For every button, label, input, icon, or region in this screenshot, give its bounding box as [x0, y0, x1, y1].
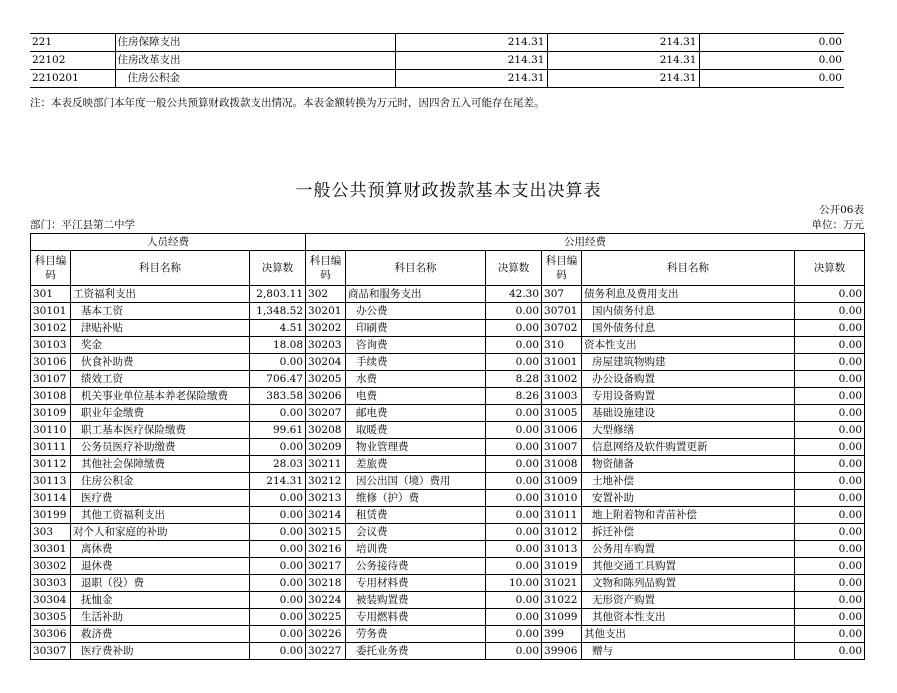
- table-row: [31, 609, 865, 626]
- personnel-amount: 28.03: [250, 456, 306, 473]
- public-code: 30702: [542, 320, 582, 337]
- department-label: 部门：平江县第二中学: [30, 219, 135, 231]
- public-amount: 0.00: [795, 609, 865, 626]
- public-group-header: 公用经费: [306, 234, 865, 251]
- public-amount: 0.00: [486, 303, 542, 320]
- public-amount: 0.00: [795, 422, 865, 439]
- table-row: [31, 456, 865, 473]
- public-name: 其他支出: [582, 626, 795, 643]
- code-header: 科目编码: [542, 251, 582, 286]
- public-name: 租赁费: [346, 507, 486, 524]
- personnel-amount: 2,803.11: [250, 286, 306, 303]
- public-amount: 0.00: [795, 303, 865, 320]
- public-name: 专用设备购置: [582, 388, 795, 405]
- public-name: 文物和陈列品购置: [582, 575, 795, 592]
- subject-name: 住房保障支出: [115, 34, 395, 52]
- public-amount: 8.28: [486, 371, 542, 388]
- public-amount: 0.00: [795, 354, 865, 371]
- personnel-name: 其他社会保障缴费: [71, 456, 250, 473]
- public-name: 无形资产购置: [582, 592, 795, 609]
- personnel-code: 30114: [31, 490, 71, 507]
- public-name: 取暖费: [346, 422, 486, 439]
- table-row: [31, 303, 865, 320]
- public-code: 31006: [542, 422, 582, 439]
- public-name: 维修（护）费: [346, 490, 486, 507]
- public-code: 307: [542, 286, 582, 303]
- table-row: [31, 405, 865, 422]
- personnel-amount: 0.00: [250, 626, 306, 643]
- table-row: [31, 524, 865, 541]
- public-code: 30202: [306, 320, 346, 337]
- personnel-name: 伙食补助费: [71, 354, 250, 371]
- public-name: 公务接待费: [346, 558, 486, 575]
- personnel-name: 医疗费补助: [71, 643, 250, 660]
- public-amount: 42.30: [486, 286, 542, 303]
- page-title: 一般公共预算财政拨款基本支出决算表: [295, 181, 602, 201]
- personnel-code: 30304: [31, 592, 71, 609]
- public-code: 30213: [306, 490, 346, 507]
- public-amount: 0.00: [795, 337, 865, 354]
- public-amount: 0.00: [795, 643, 865, 660]
- public-amount: 0.00: [795, 592, 865, 609]
- expenditure-table-body: [31, 286, 865, 660]
- public-amount: 0.00: [795, 626, 865, 643]
- public-name: 被装购置费: [346, 592, 486, 609]
- public-amount: 0.00: [795, 490, 865, 507]
- personnel-amount: 0.00: [250, 507, 306, 524]
- table-row: [31, 490, 865, 507]
- personnel-amount: 0.00: [250, 439, 306, 456]
- amount-cell: 0.00: [699, 34, 844, 52]
- personnel-amount: 383.58: [250, 388, 306, 405]
- public-code: 31099: [542, 609, 582, 626]
- personnel-name: 职业年金缴费: [71, 405, 250, 422]
- public-amount: 0.00: [795, 320, 865, 337]
- personnel-name: 津贴补贴: [71, 320, 250, 337]
- group-header-row: [31, 234, 865, 251]
- public-amount: 8.26: [486, 388, 542, 405]
- public-amount: 0.00: [486, 626, 542, 643]
- personnel-code: 303: [31, 524, 71, 541]
- public-name: 拆迁补偿: [582, 524, 795, 541]
- personnel-amount: 214.31: [250, 473, 306, 490]
- personnel-code: 30107: [31, 371, 71, 388]
- public-name: 土地补偿: [582, 473, 795, 490]
- public-amount: 0.00: [795, 439, 865, 456]
- public-code: 31001: [542, 354, 582, 371]
- public-amount: 0.00: [486, 439, 542, 456]
- table-row: [30, 70, 844, 88]
- subject-name: 住房改革支出: [115, 52, 395, 70]
- public-amount: 0.00: [486, 320, 542, 337]
- personnel-amount: 99.61: [250, 422, 306, 439]
- table-row: [31, 643, 865, 660]
- public-code: 30211: [306, 456, 346, 473]
- public-code: 31011: [542, 507, 582, 524]
- amount-header: 决算数: [795, 251, 865, 286]
- personnel-amount: 0.00: [250, 592, 306, 609]
- form-number: 公开06表: [819, 204, 864, 216]
- personnel-amount: 1,348.52: [250, 303, 306, 320]
- public-name: 电费: [346, 388, 486, 405]
- amount-cell: 0.00: [699, 52, 844, 70]
- public-amount: 0.00: [486, 541, 542, 558]
- public-name: 水费: [346, 371, 486, 388]
- personnel-code: 30199: [31, 507, 71, 524]
- public-code: 30217: [306, 558, 346, 575]
- table-row: [31, 592, 865, 609]
- public-code: 30225: [306, 609, 346, 626]
- personnel-name: 生活补助: [71, 609, 250, 626]
- table-row: [31, 354, 865, 371]
- personnel-name: 对个人和家庭的补助: [71, 524, 250, 541]
- public-amount: 0.00: [795, 388, 865, 405]
- personnel-name: 退职（役）费: [71, 575, 250, 592]
- code-header: 科目编码: [31, 251, 71, 286]
- public-name: 公务用车购置: [582, 541, 795, 558]
- personnel-code: 30108: [31, 388, 71, 405]
- name-header: 科目名称: [582, 251, 795, 286]
- amount-cell: 214.31: [547, 52, 699, 70]
- public-name: 国外债务付息: [582, 320, 795, 337]
- public-code: 31019: [542, 558, 582, 575]
- personnel-amount: 0.00: [250, 558, 306, 575]
- public-name: 物业管理费: [346, 439, 486, 456]
- personnel-name: 机关事业单位基本养老保险缴费: [71, 388, 250, 405]
- personnel-code: 30106: [31, 354, 71, 371]
- public-amount: 0.00: [486, 405, 542, 422]
- public-code: 30204: [306, 354, 346, 371]
- personnel-code: 30307: [31, 643, 71, 660]
- subject-code: 221: [30, 34, 115, 52]
- public-name: 手续费: [346, 354, 486, 371]
- personnel-name: 基本工资: [71, 303, 250, 320]
- personnel-name: 救济费: [71, 626, 250, 643]
- table-row: [31, 388, 865, 405]
- table-row: [31, 473, 865, 490]
- public-amount: 0.00: [486, 354, 542, 371]
- public-code: 39906: [542, 643, 582, 660]
- public-name: 办公设备购置: [582, 371, 795, 388]
- public-name: 印刷费: [346, 320, 486, 337]
- public-name: 咨询费: [346, 337, 486, 354]
- public-code: 30206: [306, 388, 346, 405]
- personnel-amount: 0.00: [250, 354, 306, 371]
- public-name: 大型修缮: [582, 422, 795, 439]
- public-amount: 0.00: [795, 507, 865, 524]
- public-amount: 0.00: [795, 541, 865, 558]
- personnel-amount: 0.00: [250, 490, 306, 507]
- personnel-amount: 18.08: [250, 337, 306, 354]
- public-name: 安置补助: [582, 490, 795, 507]
- public-code: 30201: [306, 303, 346, 320]
- public-amount: 0.00: [486, 490, 542, 507]
- amount-cell: 214.31: [547, 70, 699, 88]
- amount-header: 决算数: [486, 251, 542, 286]
- public-amount: 0.00: [486, 456, 542, 473]
- public-code: 31013: [542, 541, 582, 558]
- personnel-amount: 0.00: [250, 609, 306, 626]
- public-code: 30212: [306, 473, 346, 490]
- table-row: [31, 626, 865, 643]
- public-amount: 0.00: [486, 422, 542, 439]
- public-code: 31022: [542, 592, 582, 609]
- personnel-amount: 0.00: [250, 524, 306, 541]
- public-code: 31005: [542, 405, 582, 422]
- personnel-name: 住房公积金: [71, 473, 250, 490]
- public-amount: 0.00: [795, 558, 865, 575]
- public-amount: 0.00: [795, 371, 865, 388]
- public-code: 30207: [306, 405, 346, 422]
- personnel-name: 抚恤金: [71, 592, 250, 609]
- personnel-amount: 0.00: [250, 643, 306, 660]
- personnel-code: 30103: [31, 337, 71, 354]
- personnel-name: 职工基本医疗保险缴费: [71, 422, 250, 439]
- personnel-code: 30109: [31, 405, 71, 422]
- public-name: 赠与: [582, 643, 795, 660]
- table-row: [31, 371, 865, 388]
- public-code: 30209: [306, 439, 346, 456]
- public-amount: 0.00: [795, 524, 865, 541]
- public-code: 30227: [306, 643, 346, 660]
- footnote: 注：本表反映部门本年度一般公共预算财政拨款支出情况。本表金额转换为万元时，因四舍五入可能存在尾差。: [30, 97, 545, 109]
- public-amount: 0.00: [486, 592, 542, 609]
- expenditure-table: [30, 233, 865, 660]
- personnel-code: 30113: [31, 473, 71, 490]
- personnel-group-header: 人员经费: [31, 234, 306, 251]
- personnel-amount: 4.51: [250, 320, 306, 337]
- personnel-amount: 0.00: [250, 405, 306, 422]
- public-name: 培训费: [346, 541, 486, 558]
- amount-header: 决算数: [250, 251, 306, 286]
- public-name: 资本性支出: [582, 337, 795, 354]
- public-code: 30205: [306, 371, 346, 388]
- table-row: [31, 320, 865, 337]
- public-amount: 0.00: [795, 286, 865, 303]
- public-name: 因公出国（境）费用: [346, 473, 486, 490]
- public-amount: 0.00: [486, 524, 542, 541]
- public-name: 债务利息及费用支出: [582, 286, 795, 303]
- public-amount: 0.00: [795, 405, 865, 422]
- previous-table-body: [30, 34, 844, 88]
- public-code: 30216: [306, 541, 346, 558]
- public-amount: 0.00: [486, 558, 542, 575]
- personnel-name: 医疗费: [71, 490, 250, 507]
- amount-cell: 214.31: [547, 34, 699, 52]
- personnel-code: 30101: [31, 303, 71, 320]
- personnel-name: 工资福利支出: [71, 286, 250, 303]
- personnel-code: 30112: [31, 456, 71, 473]
- public-code: 30226: [306, 626, 346, 643]
- public-code: 31002: [542, 371, 582, 388]
- subject-code: 22102: [30, 52, 115, 70]
- amount-cell: 214.31: [395, 70, 547, 88]
- code-header: 科目编码: [306, 251, 346, 286]
- amount-cell: 214.31: [395, 34, 547, 52]
- public-code: 30203: [306, 337, 346, 354]
- public-code: 30218: [306, 575, 346, 592]
- table-row: [30, 52, 844, 70]
- public-amount: 0.00: [486, 337, 542, 354]
- public-amount: 0.00: [795, 456, 865, 473]
- public-code: 31009: [542, 473, 582, 490]
- unit-label: 单位：万元: [811, 219, 864, 231]
- public-code: 31007: [542, 439, 582, 456]
- table-row: [31, 541, 865, 558]
- personnel-name: 其他工资福利支出: [71, 507, 250, 524]
- public-code: 399: [542, 626, 582, 643]
- personnel-name: 奖金: [71, 337, 250, 354]
- public-name: 其他资本性支出: [582, 609, 795, 626]
- public-name: 劳务费: [346, 626, 486, 643]
- table-row: [31, 439, 865, 456]
- public-code: 30215: [306, 524, 346, 541]
- public-name: 办公费: [346, 303, 486, 320]
- subject-code: 2210201: [30, 70, 115, 88]
- public-amount: 0.00: [486, 643, 542, 660]
- amount-cell: 0.00: [699, 70, 844, 88]
- public-amount: 0.00: [486, 609, 542, 626]
- personnel-name: 公务员医疗补助缴费: [71, 439, 250, 456]
- table-row: [30, 34, 844, 52]
- public-name: 商品和服务支出: [346, 286, 486, 303]
- personnel-name: 离休费: [71, 541, 250, 558]
- public-code: 31003: [542, 388, 582, 405]
- public-name: 物资储备: [582, 456, 795, 473]
- public-code: 30224: [306, 592, 346, 609]
- personnel-code: 30102: [31, 320, 71, 337]
- public-code: 31008: [542, 456, 582, 473]
- table-row: [31, 575, 865, 592]
- previous-table-tail: [30, 33, 844, 88]
- public-code: 30701: [542, 303, 582, 320]
- public-code: 310: [542, 337, 582, 354]
- public-code: 30214: [306, 507, 346, 524]
- public-name: 房屋建筑物购建: [582, 354, 795, 371]
- personnel-code: 30302: [31, 558, 71, 575]
- name-header: 科目名称: [346, 251, 486, 286]
- name-header: 科目名称: [71, 251, 250, 286]
- public-amount: 0.00: [486, 507, 542, 524]
- personnel-code: 30303: [31, 575, 71, 592]
- personnel-amount: 0.00: [250, 541, 306, 558]
- personnel-name: 绩效工资: [71, 371, 250, 388]
- personnel-code: 30305: [31, 609, 71, 626]
- public-name: 专用材料费: [346, 575, 486, 592]
- personnel-code: 30301: [31, 541, 71, 558]
- public-name: 基础设施建设: [582, 405, 795, 422]
- public-name: 地上附着物和青苗补偿: [582, 507, 795, 524]
- public-name: 信息网络及软件购置更新: [582, 439, 795, 456]
- personnel-amount: 706.47: [250, 371, 306, 388]
- column-header-row: [31, 251, 865, 286]
- public-name: 会议费: [346, 524, 486, 541]
- public-name: 其他交通工具购置: [582, 558, 795, 575]
- personnel-code: 30110: [31, 422, 71, 439]
- personnel-amount: 0.00: [250, 575, 306, 592]
- public-code: 302: [306, 286, 346, 303]
- public-code: 31010: [542, 490, 582, 507]
- public-amount: 0.00: [795, 575, 865, 592]
- table-row: [31, 337, 865, 354]
- public-amount: 0.00: [486, 473, 542, 490]
- table-row: [31, 558, 865, 575]
- public-name: 差旅费: [346, 456, 486, 473]
- personnel-code: 30306: [31, 626, 71, 643]
- personnel-code: 301: [31, 286, 71, 303]
- public-name: 专用燃料费: [346, 609, 486, 626]
- table-row: [31, 286, 865, 303]
- public-name: 国内债务付息: [582, 303, 795, 320]
- table-row: [31, 507, 865, 524]
- public-amount: 10.00: [486, 575, 542, 592]
- public-code: 30208: [306, 422, 346, 439]
- public-amount: 0.00: [795, 473, 865, 490]
- public-name: 委托业务费: [346, 643, 486, 660]
- public-name: 邮电费: [346, 405, 486, 422]
- table-row: [31, 422, 865, 439]
- public-code: 31021: [542, 575, 582, 592]
- amount-cell: 214.31: [395, 52, 547, 70]
- personnel-code: 30111: [31, 439, 71, 456]
- subject-name: 住房公积金: [115, 70, 395, 88]
- public-code: 31012: [542, 524, 582, 541]
- personnel-name: 退休费: [71, 558, 250, 575]
